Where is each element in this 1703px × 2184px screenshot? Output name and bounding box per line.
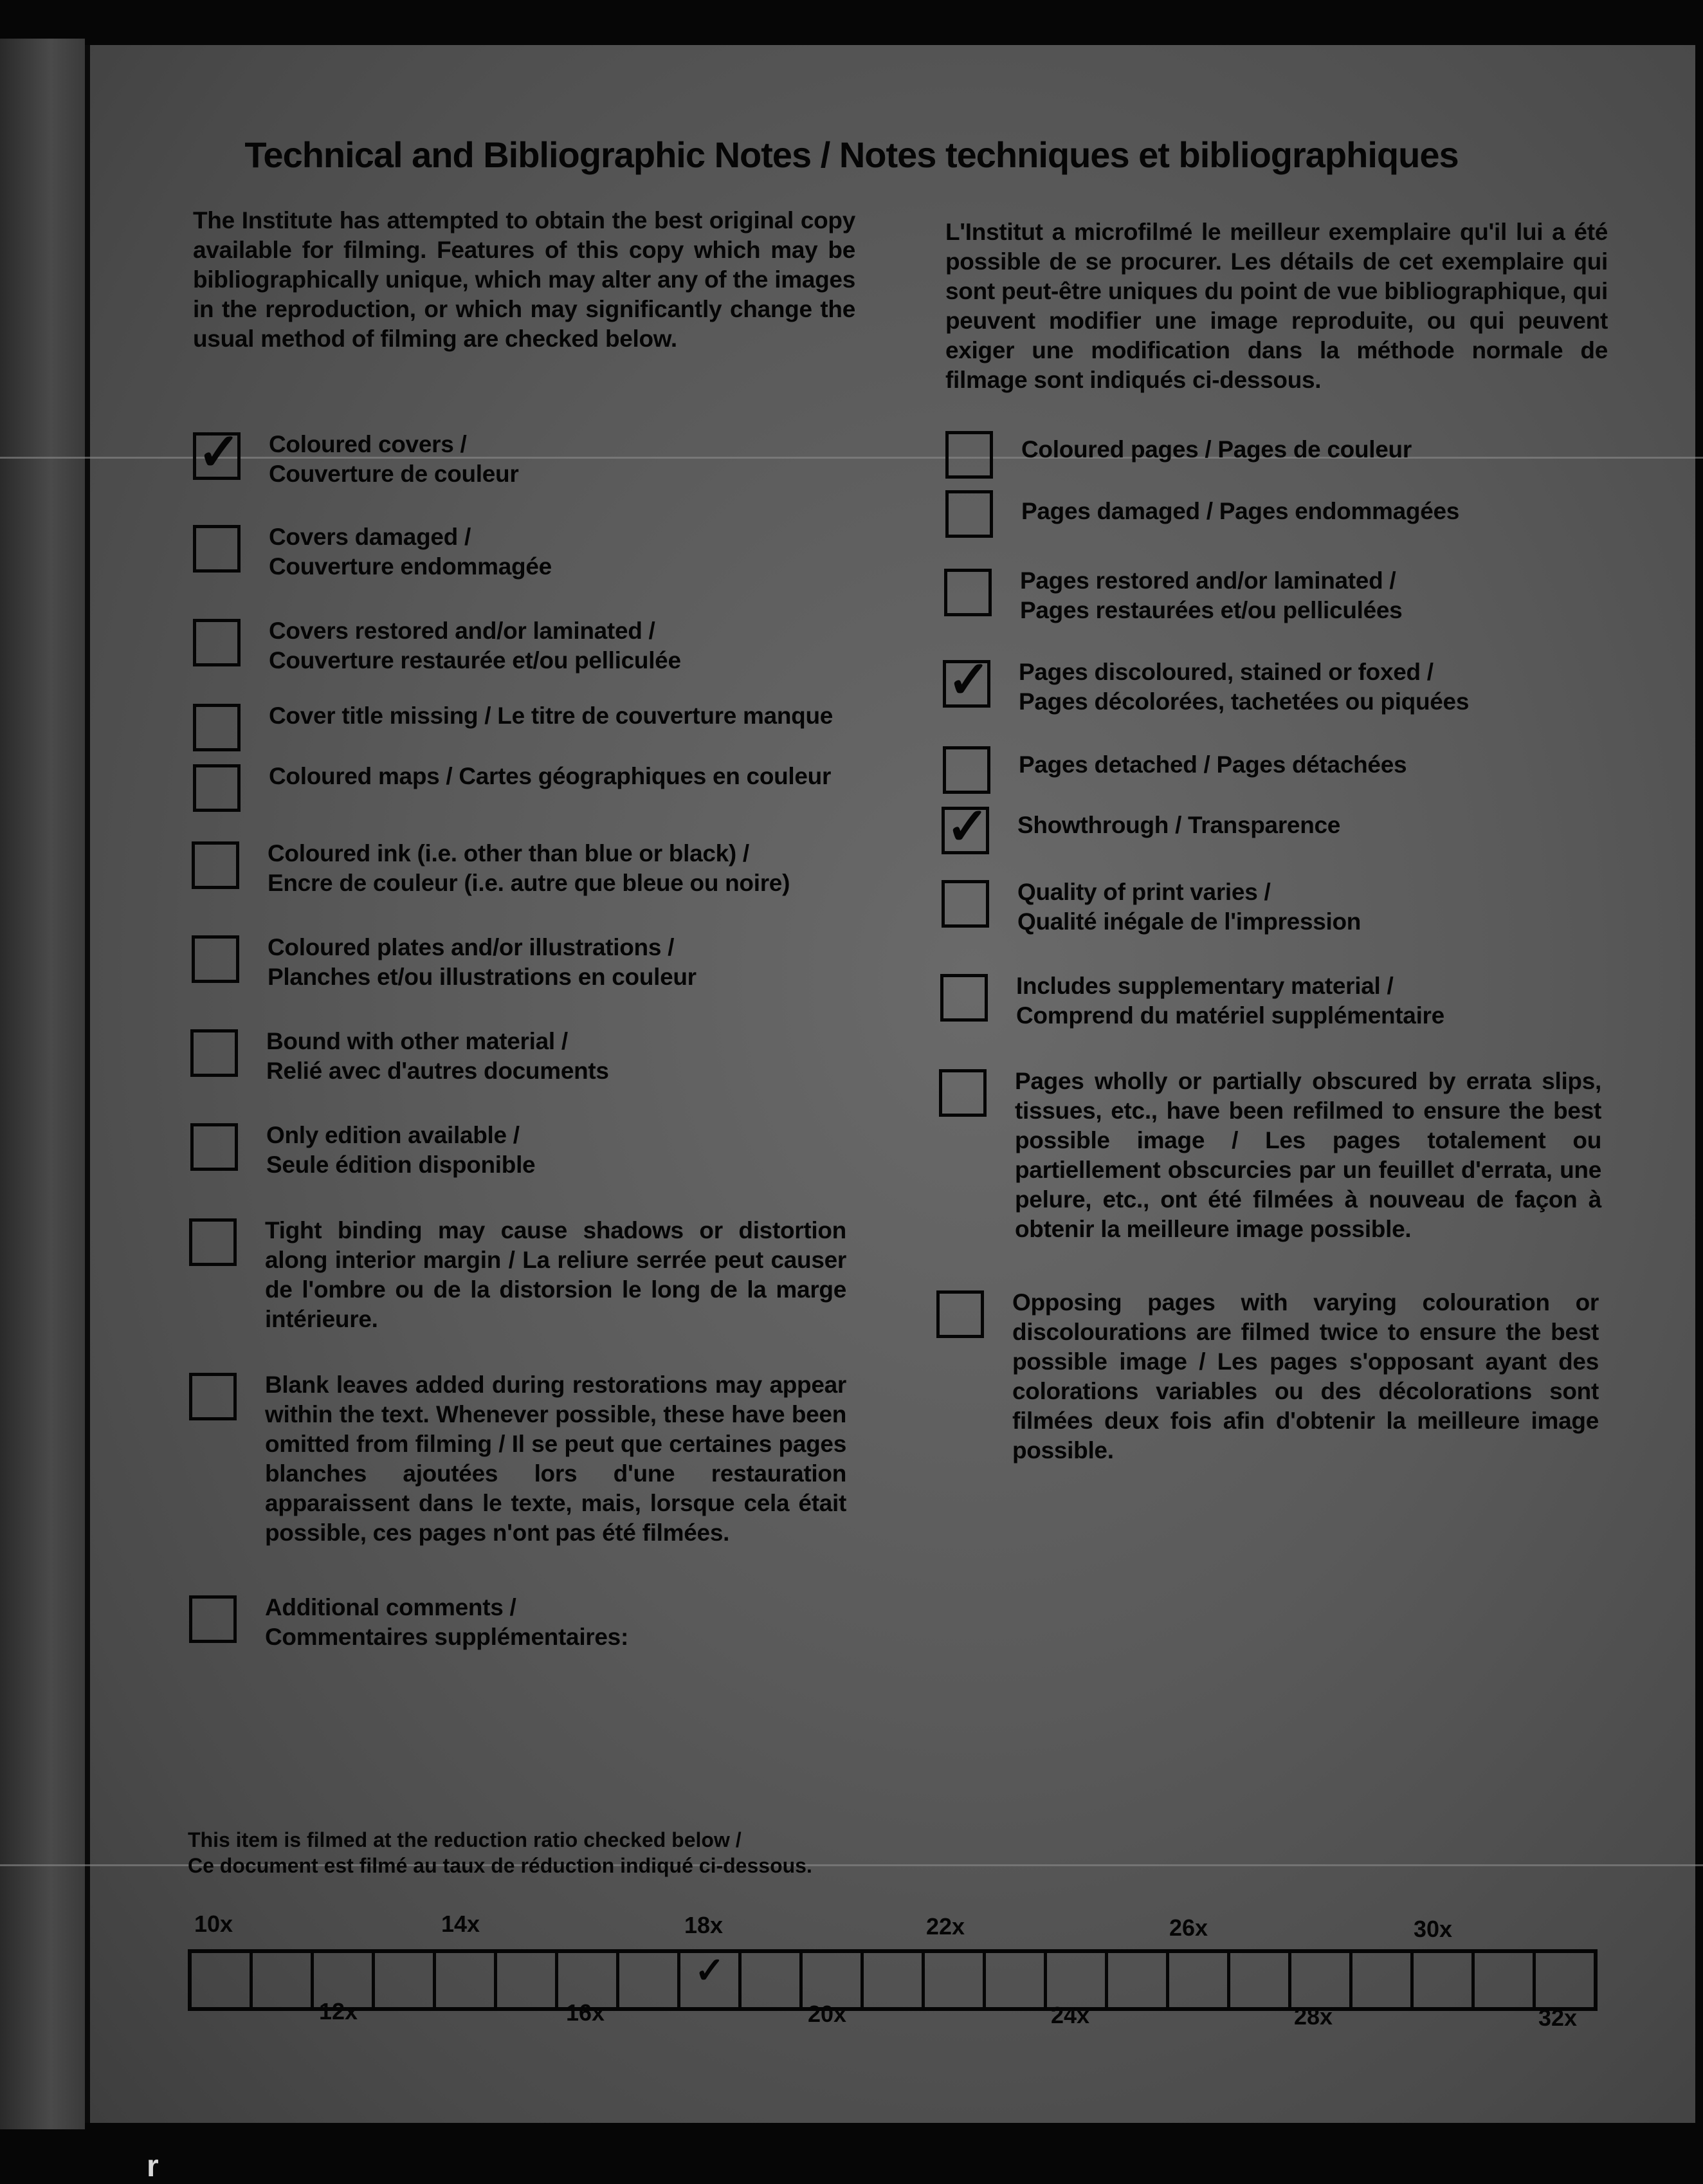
- item-label: Couverture de couleur: [269, 461, 519, 487]
- right-item-pages-restored: [944, 566, 1402, 625]
- ratio-cell[interactable]: [619, 1953, 680, 2007]
- item-label: Coloured pages / Pages de couleur: [1021, 436, 1412, 463]
- left-item-bound-with: [190, 1027, 609, 1086]
- reduction-ratio-note-en: This item is filmed at the reduction ratio checked below /: [188, 1828, 742, 1851]
- item-label: Blank leaves added during restorations may appear within the text. Whenever possible, these have been omitted from filming / Il se peut que certaines pages blanches ajoutées lors d'une restauration apparaissent dans le texte, mais, lorsque cela était possible, ces pages n'ont pas été filmées.: [265, 1372, 846, 1546]
- item-label: Quality of print varies /: [1017, 879, 1271, 905]
- ratio-label: 32x: [1538, 2005, 1578, 2031]
- checkbox[interactable]: [193, 423, 241, 481]
- ratio-label: 18x: [684, 1912, 724, 1938]
- ratio-cell[interactable]: [497, 1953, 558, 2007]
- ratio-cell[interactable]: [986, 1953, 1047, 2007]
- ratio-cell[interactable]: [742, 1953, 803, 2007]
- ratio-cell[interactable]: [1047, 1953, 1108, 2007]
- item-label: Cover title missing / Le titre de couverture manque: [269, 702, 833, 729]
- ratio-label: 14x: [441, 1911, 480, 1937]
- item-label: Pages restaurées et/ou pelliculées: [1020, 597, 1403, 623]
- checkbox[interactable]: [942, 798, 990, 855]
- ratio-cell[interactable]: [253, 1953, 314, 2007]
- intro-french: L'Institut a microfilmé le meilleur exemplaire qu'il lui a été possible de se procurer. Les détails de cet exemplaire qui sont peut-être uniques du point de vue bibliographique, qui peuvent modifier une image reproduite, ou qui peuvent exiger une modification dans la méthode normale de filmage sont indiqués ci-dessous.: [945, 219, 1608, 393]
- reduction-ratio-note: [188, 1827, 812, 1878]
- item-label: Coloured plates and/or illustrations /: [268, 934, 675, 960]
- ratio-label: 12x: [319, 1998, 358, 2024]
- ratio-cell[interactable]: [1536, 1953, 1594, 2007]
- item-label: Pages restored and/or laminated /: [1020, 567, 1396, 594]
- ratio-cell[interactable]: [1291, 1953, 1352, 2007]
- checkbox[interactable]: [943, 651, 991, 708]
- item-label: Tight binding may cause shadows or distortion along interior margin / La reliure serrée peut causer de l'ombre ou de la distorsion le long de la marge intérieure.: [265, 1217, 846, 1332]
- left-item-tight-binding: [189, 1216, 846, 1334]
- ratio-cell[interactable]: [803, 1953, 864, 2007]
- right-item-quality-print: [942, 877, 1361, 937]
- checkbox[interactable]: [192, 841, 239, 889]
- checkbox[interactable]: [945, 431, 993, 479]
- checkbox[interactable]: [943, 746, 990, 794]
- ratio-cell[interactable]: [864, 1953, 925, 2007]
- item-label: Comprend du matériel supplémentaire: [1016, 1002, 1444, 1029]
- right-item-supplementary: [940, 971, 1444, 1031]
- item-label: Coloured covers /: [269, 431, 467, 457]
- checkmark-icon: ✓: [946, 798, 990, 855]
- ratio-label: 16x: [566, 1999, 605, 2026]
- left-item-coloured-covers: [193, 423, 519, 489]
- left-item-coloured-plates: [192, 933, 697, 992]
- ratio-cell[interactable]: [436, 1953, 497, 2007]
- ratio-label: 30x: [1414, 1916, 1453, 1942]
- left-item-covers-damaged: [193, 522, 552, 582]
- intro-english: The Institute has attempted to obtain the best original copy available for filming. Features of this copy which may be bibliographically unique, which may alter any of the images in the reproduction, or which may significantly change the usual method of filming are checked below.: [193, 207, 855, 352]
- checkbox[interactable]: [193, 619, 241, 666]
- page-title: Technical and Bibliographic Notes / Notes techniques et bibliographiques: [244, 134, 1459, 175]
- checkbox[interactable]: [944, 569, 992, 616]
- right-item-showthrough: [942, 798, 1341, 855]
- ratio-cell[interactable]: [1475, 1953, 1536, 2007]
- ratio-cell[interactable]: [1169, 1953, 1230, 2007]
- item-label: Opposing pages with varying colouration or discolourations are filmed twice to ensure the best possible image / Les pages s'opposant ayant des colorations variables ou des décolorations sont filmées deux fois afin d'obtenir la meilleure image possible.: [1012, 1289, 1599, 1464]
- ratio-cell[interactable]: [1108, 1953, 1169, 2007]
- right-item-coloured-pages: [945, 428, 1412, 479]
- ratio-cell[interactable]: [375, 1953, 436, 2007]
- right-item-pages-discoloured: [943, 651, 1470, 717]
- checkbox[interactable]: [190, 1029, 238, 1077]
- item-label: Covers restored and/or laminated /: [269, 618, 655, 644]
- checkbox[interactable]: [942, 880, 989, 928]
- item-label: Showthrough / Transparence: [1017, 812, 1341, 838]
- checkmark-icon: ✓: [947, 651, 991, 708]
- checkbox[interactable]: [939, 1069, 987, 1117]
- checkbox[interactable]: [189, 1218, 237, 1266]
- item-label: Coloured maps / Cartes géographiques en couleur: [269, 763, 832, 789]
- reduction-ratio-note-fr: Ce document est filmé au taux de réduction indiqué ci-dessous.: [188, 1854, 812, 1877]
- checkbox[interactable]: [945, 490, 993, 538]
- item-label: Commentaires supplémentaires:: [265, 1624, 628, 1650]
- checkbox[interactable]: [192, 935, 239, 983]
- checkmark-icon: ✓: [695, 1950, 725, 1990]
- item-label: Pages damaged / Pages endommagées: [1021, 498, 1460, 524]
- checkbox[interactable]: [193, 704, 241, 751]
- checkmark-icon: ✓: [197, 423, 241, 481]
- ratio-cell[interactable]: [1414, 1953, 1475, 2007]
- ratio-cell[interactable]: [925, 1953, 986, 2007]
- item-label: Couverture endommagée: [269, 553, 552, 580]
- ratio-label: 20x: [808, 2001, 847, 2027]
- reduction-ratio-scale: [188, 1949, 1598, 2011]
- ratio-cell[interactable]: [1352, 1953, 1414, 2007]
- item-label: Encre de couleur (i.e. autre que bleue ou noire): [268, 870, 790, 896]
- ratio-cell-checked[interactable]: [680, 1950, 742, 2007]
- item-label: Includes supplementary material /: [1016, 973, 1394, 999]
- item-label: Additional comments /: [265, 1594, 516, 1620]
- left-item-coloured-maps: [193, 762, 831, 812]
- ratio-label: 22x: [926, 1913, 965, 1940]
- item-label: Pages wholly or partially obscured by errata slips, tissues, etc., have been refilmed to ensure the best possible image / Les pages totalement ou partiellement obscurcies par un feuillet d'errata, une pelure, etc., ont été filmées à nouveau de façon à obtenir la meilleure image possible.: [1015, 1068, 1601, 1242]
- item-label: Couverture restaurée et/ou pelliculée: [269, 647, 681, 674]
- item-label: Coloured ink (i.e. other than blue or black) /: [268, 840, 749, 867]
- item-label: Planches et/ou illustrations en couleur: [268, 964, 697, 990]
- ratio-cell[interactable]: [1230, 1953, 1291, 2007]
- item-label: Seule édition disponible: [266, 1152, 536, 1178]
- left-item-additional-comments: [189, 1593, 628, 1652]
- left-item-only-edition: [190, 1121, 535, 1180]
- item-label: Pages discoloured, stained or foxed /: [1019, 659, 1434, 685]
- film-edge-line: [85, 45, 90, 2123]
- left-item-cover-title-missing: [193, 701, 833, 751]
- ratio-label: 26x: [1169, 1914, 1208, 1941]
- checkbox[interactable]: [189, 1595, 237, 1643]
- right-item-pages-detached: [943, 744, 1407, 794]
- item-label: Only edition available /: [266, 1122, 520, 1148]
- item-label: Relié avec d'autres documents: [266, 1058, 609, 1084]
- ratio-cell[interactable]: [192, 1953, 253, 2007]
- film-edge-strip: [0, 39, 85, 2129]
- ratio-label: 10x: [194, 1911, 233, 1937]
- item-label: Pages décolorées, tachetées ou piquées: [1019, 688, 1470, 715]
- checkbox[interactable]: [193, 525, 241, 573]
- checkbox[interactable]: [936, 1290, 984, 1338]
- item-label: Bound with other material /: [266, 1028, 568, 1054]
- left-item-covers-restored: [193, 616, 681, 675]
- right-item-pages-damaged: [945, 488, 1459, 538]
- item-label: Pages detached / Pages détachées: [1019, 751, 1407, 778]
- checkbox[interactable]: [189, 1373, 237, 1420]
- right-item-opposing-pages: [936, 1288, 1599, 1465]
- checkbox[interactable]: [190, 1123, 238, 1171]
- left-item-blank-leaves: [189, 1370, 846, 1548]
- checkbox[interactable]: [940, 974, 988, 1022]
- left-item-coloured-ink: [192, 839, 790, 898]
- checkbox[interactable]: [193, 764, 241, 812]
- ratio-label: 24x: [1051, 2002, 1090, 2028]
- corner-mark: r: [147, 2149, 159, 2183]
- ratio-label: 28x: [1294, 2003, 1333, 2030]
- item-label: Qualité inégale de l'impression: [1017, 908, 1361, 935]
- right-item-pages-obscured: [939, 1067, 1601, 1244]
- item-label: Covers damaged /: [269, 524, 471, 550]
